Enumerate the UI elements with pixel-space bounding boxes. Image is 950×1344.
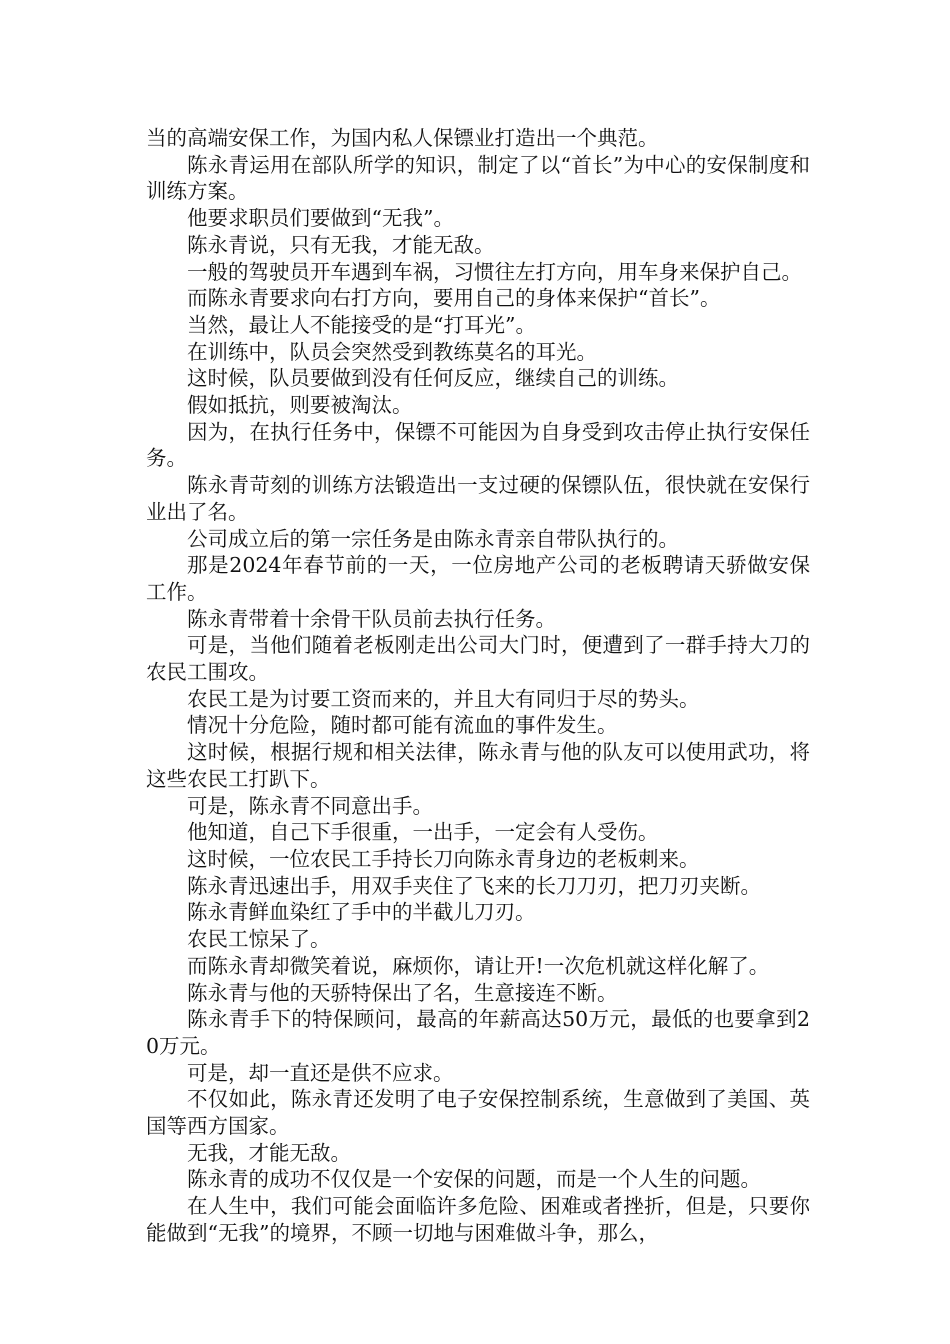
paragraph: 假如抵抗，则要被淘汰。 bbox=[187, 393, 413, 418]
paragraph: 陈永青鲜血染红了手中的半截儿刀刃。 bbox=[187, 900, 536, 925]
paragraph: 农民工是为讨要工资而来的，并且大有同归于尽的势头。 bbox=[187, 686, 700, 711]
paragraph: 陈永青说，只有无我，才能无敌。 bbox=[187, 232, 495, 257]
paragraph: 这时候，队员要做到没有任何反应，继续自己的训练。 bbox=[187, 366, 679, 391]
paragraph: 公司成立后的第一宗任务是由陈永青亲自带队执行的。 bbox=[187, 526, 679, 551]
paragraph: 在人生中，我们可能会面临许多危险、困难或者挫折，但是，只要你能做到“无我”的境界，不顾一切地与困难做斗争，那么， bbox=[146, 1194, 810, 1245]
paragraph: 而陈永青却微笑着说，麻烦你，请让开!一次危机就这样化解了。 bbox=[187, 953, 770, 978]
paragraph: 陈永青苛刻的训练方法锻造出一支过硬的保镖队伍，很快就在安保行业出了名。 bbox=[146, 473, 810, 524]
paragraph: 无我，才能无敌。 bbox=[187, 1140, 351, 1165]
paragraph: 可是，陈永青不同意出手。 bbox=[187, 793, 433, 818]
paragraph: 因为，在执行任务中，保镖不可能因为自身受到攻击停止执行安保任务。 bbox=[146, 419, 810, 471]
paragraph: 可是，却一直还是供不应求。 bbox=[187, 1060, 454, 1085]
paragraph: 农民工惊呆了。 bbox=[187, 927, 331, 952]
paragraph: 当然，最让人不能接受的是“打耳光”。 bbox=[187, 312, 536, 337]
paragraph: 可是，当他们随着老板刚走出公司大门时，便遭到了一群手持大刀的农民工围攻。 bbox=[146, 633, 810, 685]
paragraph: 陈永青带着十余骨干队员前去执行任务。 bbox=[187, 606, 556, 631]
document-body bbox=[146, 125, 810, 1247]
paragraph: 情况十分危险，随时都可能有流血的事件发生。 bbox=[187, 713, 618, 738]
paragraph: 陈永青运用在部队所学的知识，制定了以“首长”为中心的安保制度和训练方案。 bbox=[146, 152, 810, 204]
paragraph: 在训练中，队员会突然受到教练莫名的耳光。 bbox=[187, 339, 597, 364]
paragraph: 当的高端安保工作，为国内私人保镖业打造出一个典范。 bbox=[146, 126, 659, 150]
paragraph: 一般的驾驶员开车遇到车祸，习惯往左打方向，用车身来保护自己。 bbox=[187, 259, 802, 284]
paragraph: 这时候，根据行规和相关法律，陈永青与他的队友可以使用武功，将这些农民工打趴下。 bbox=[146, 740, 810, 791]
paragraph: 陈永青的成功不仅仅是一个安保的问题，而是一个人生的问题。 bbox=[187, 1167, 761, 1192]
paragraph: 而陈永青要求向右打方向，要用自己的身体来保护“首长”。 bbox=[187, 286, 721, 311]
paragraph: 这时候，一位农民工手持长刀向陈永青身边的老板刺来。 bbox=[187, 846, 700, 871]
paragraph: 那是2024年春节前的一天，一位房地产公司的老板聘请天骄做安保工作。 bbox=[146, 553, 810, 604]
paragraph: 陈永青与他的天骄特保出了名，生意接连不断。 bbox=[187, 980, 618, 1005]
paragraph: 陈永青手下的特保顾问，最高的年薪高达50万元，最低的也要拿到20万元。 bbox=[146, 1007, 810, 1058]
paragraph: 陈永青迅速出手，用双手夹住了飞来的长刀刀刃，把刀刃夹断。 bbox=[187, 873, 761, 898]
paragraph: 不仅如此，陈永青还发明了电子安保控制系统，生意做到了美国、英国等西方国家。 bbox=[146, 1087, 810, 1139]
paragraph: 他知道，自己下手很重，一出手，一定会有人受伤。 bbox=[187, 820, 659, 845]
paragraph: 他要求职员们要做到“无我”。 bbox=[187, 206, 454, 231]
